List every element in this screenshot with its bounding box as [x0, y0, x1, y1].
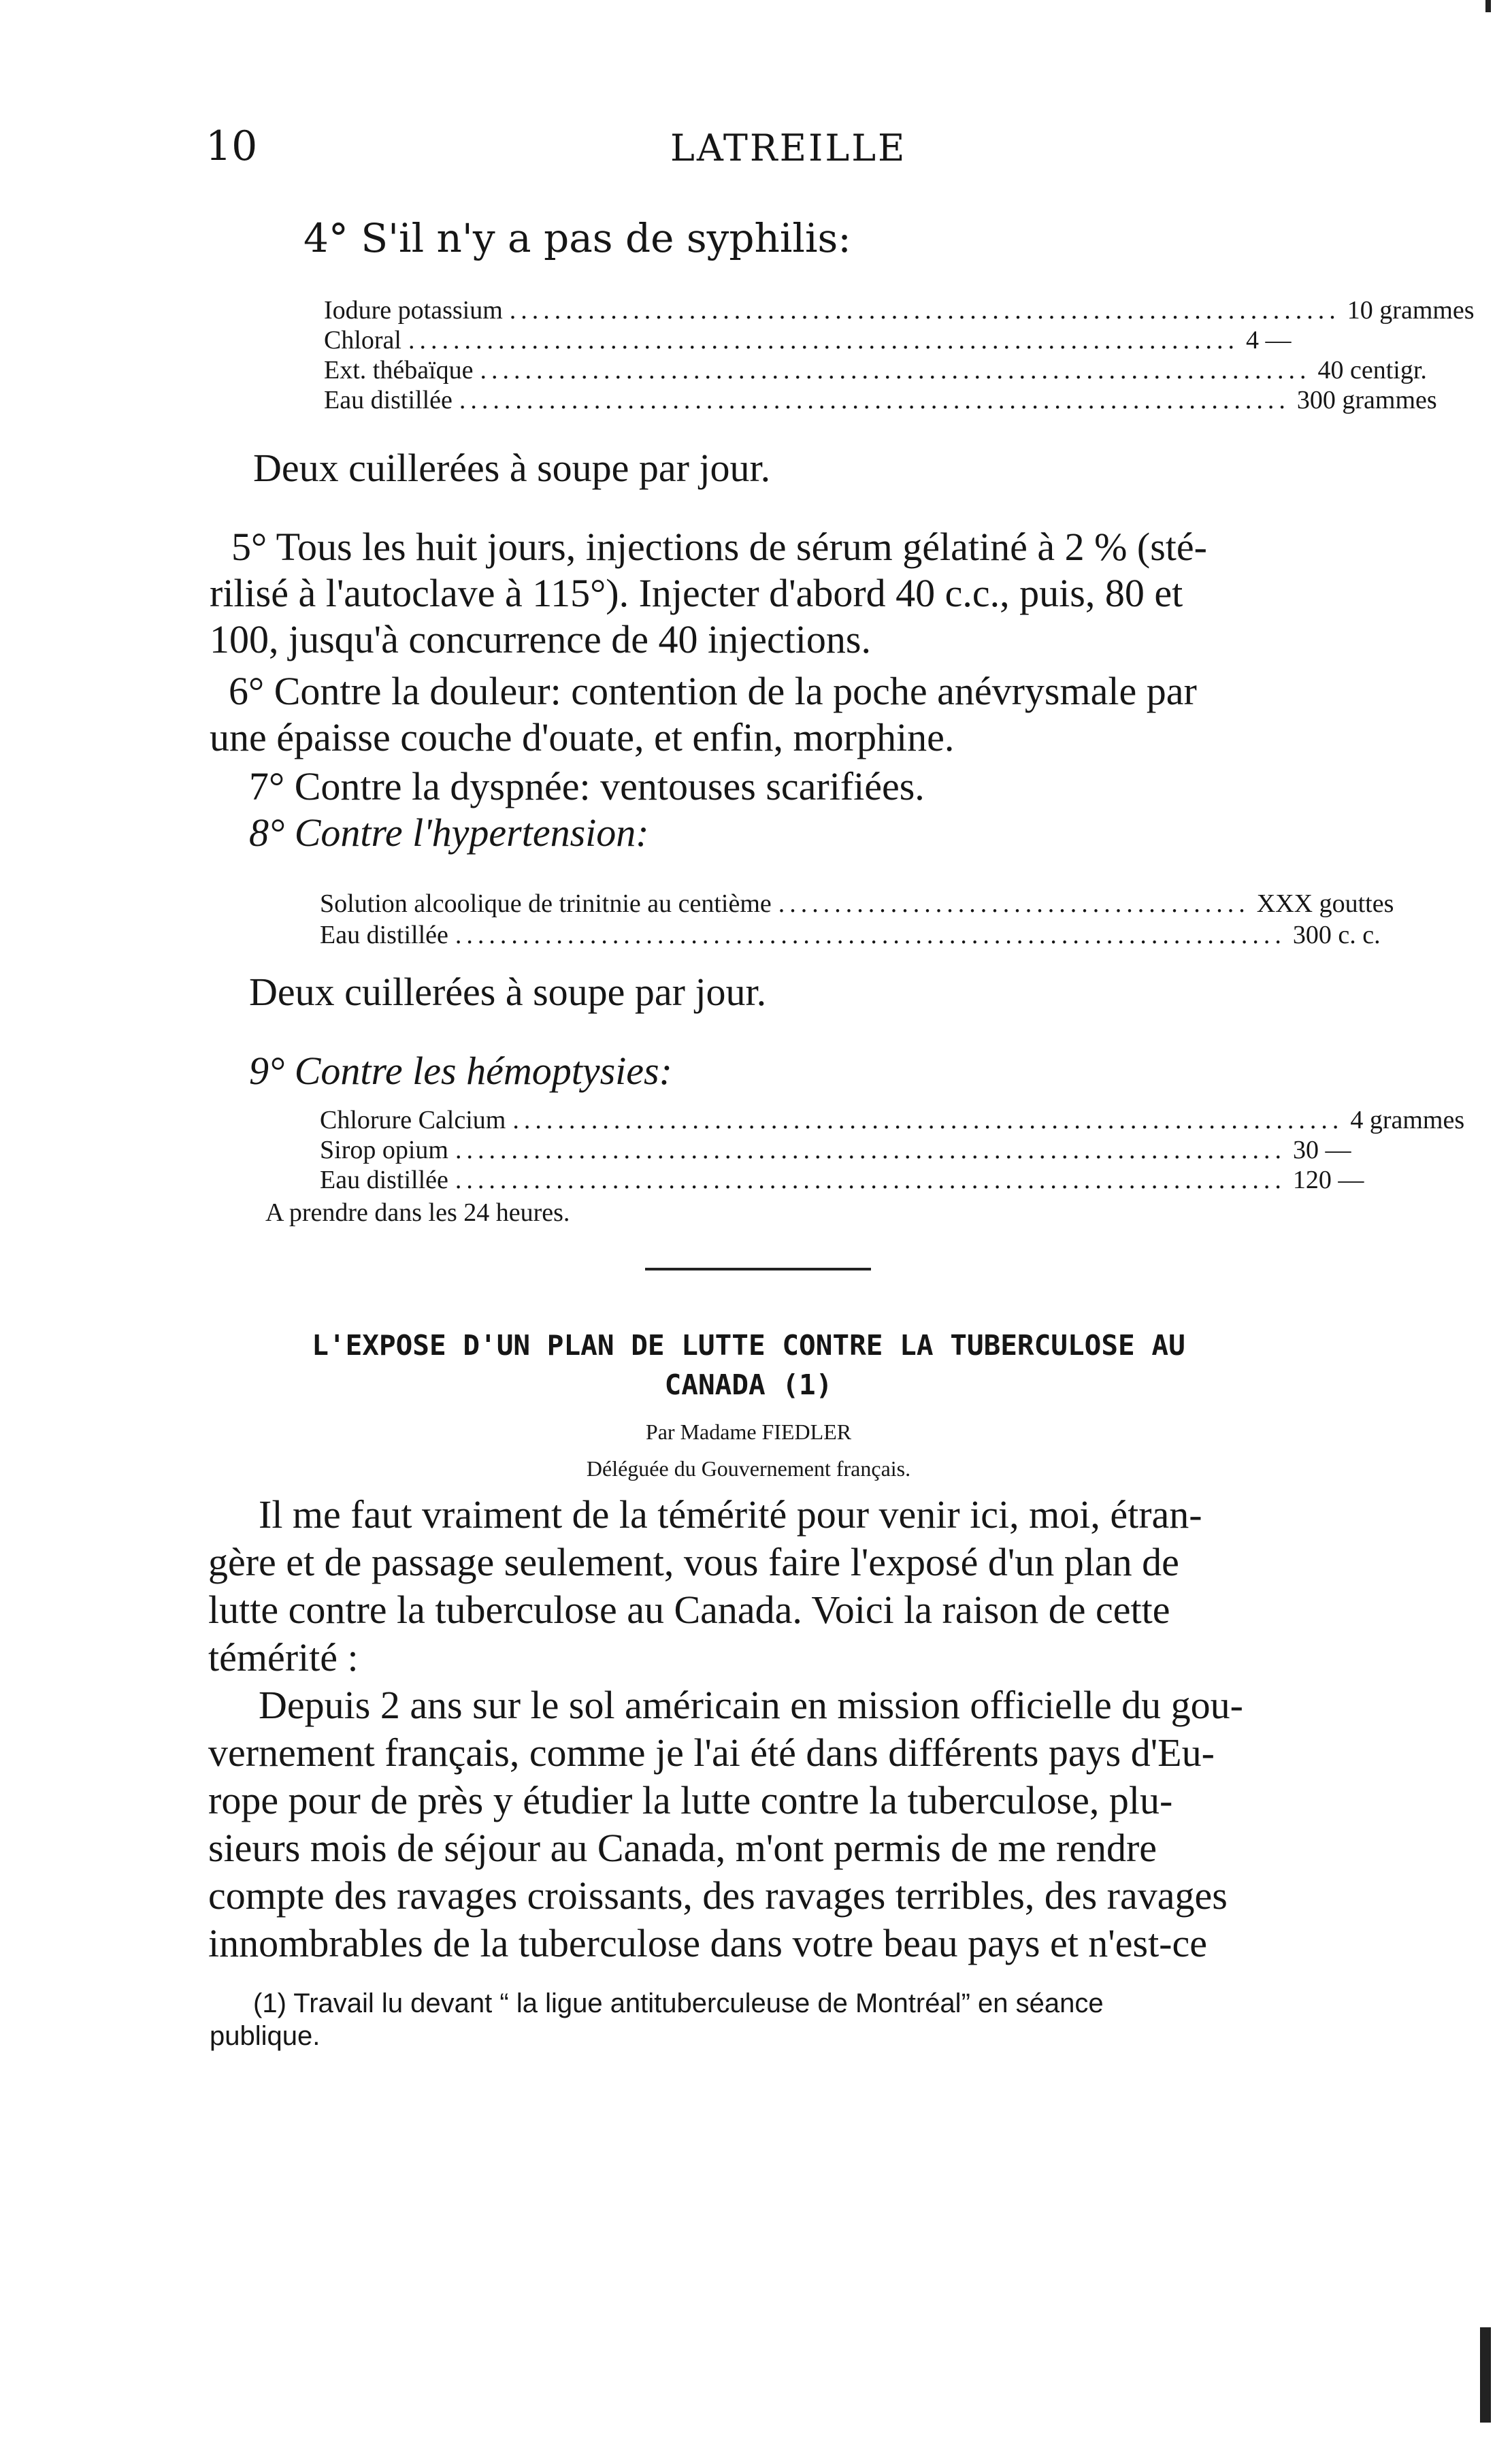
- prescription-row: [320, 920, 1381, 950]
- section9-heading: 9° Contre les hémoptysies:: [249, 1049, 672, 1093]
- ingredient-qty: 30 —: [1292, 1136, 1351, 1164]
- text-line: témérité :: [208, 1635, 359, 1679]
- leader-dots: ..........................................................................: [455, 921, 1286, 949]
- ingredient-name: Eau distillée: [324, 386, 453, 414]
- text-line: 5° Tous les huit jours, injections de sérum gélatiné à 2 % (sté-: [231, 525, 1207, 569]
- ingredient-name: Chlorure Calcium: [320, 1106, 506, 1134]
- ingredient-name: Solution alcoolique de trinitnie au centième: [320, 889, 772, 918]
- leader-dots: ..........................................................................: [509, 296, 1341, 325]
- text-line: rilisé à l'autoclave à 115°). Injecter d'abord 40 c.c., puis, 80 et: [210, 571, 1183, 615]
- ingredient-name: Iodure potassium: [324, 296, 503, 325]
- text-line: une épaisse couche d'ouate, et enfin, morphine.: [210, 715, 955, 759]
- text-line: innombrables de la tuberculose dans votre beau pays et n'est-ce: [208, 1921, 1207, 1965]
- section8-heading: 8° Contre l'hypertension:: [249, 810, 649, 855]
- ingredient-qty: 120 —: [1292, 1166, 1364, 1194]
- section8-dose: Deux cuillerées à soupe par jour.: [249, 970, 767, 1014]
- ingredient-name: Eau distillée: [320, 1166, 448, 1194]
- text-line: 6° Contre la douleur: contention de la poche anévrysmale par: [229, 669, 1197, 713]
- section-divider: [645, 1268, 871, 1270]
- ingredient-qty: 40 centigr.: [1317, 356, 1427, 384]
- section7-line: 7° Contre la dyspnée: ventouses scarifiées.: [249, 764, 925, 808]
- leader-dots: ..........................................................................: [408, 326, 1239, 355]
- prescription-row: [320, 889, 1394, 919]
- leader-dots: ..........................................................................: [480, 356, 1311, 384]
- ingredient-name: Sirop opium: [320, 1136, 448, 1164]
- leader-dots: ..........................................................................: [455, 1136, 1286, 1164]
- text-line: lutte contre la tuberculose au Canada. Voici la raison de cette: [208, 1588, 1170, 1632]
- footnote-line1: (1) Travail lu devant “ la ligue antituberculeuse de Montréal” en séance: [253, 1988, 1104, 2018]
- article-author: Par Madame FIEDLER: [645, 1420, 852, 1444]
- ingredient-name: Ext. thébaïque: [324, 356, 474, 384]
- running-title: LATREILLE: [670, 127, 907, 169]
- text-line: compte des ravages croissants, des ravages terribles, des ravages: [208, 1873, 1228, 1918]
- ingredient-qty: XXX gouttes: [1256, 889, 1394, 918]
- scan-edge-mark: [1480, 2327, 1491, 2423]
- text-line: sieurs mois de séjour au Canada, m'ont permis de me rendre: [208, 1826, 1157, 1870]
- text-line: 100, jusqu'à concurrence de 40 injections.: [210, 617, 871, 661]
- leader-dots: ..........................................................................: [459, 386, 1290, 414]
- ingredient-qty: 300 c. c.: [1292, 921, 1381, 949]
- leader-dots: ..........................................: [778, 889, 1250, 918]
- section9-dose: A prendre dans les 24 heures.: [265, 1198, 570, 1227]
- text-line: vernement français, comme je l'ai été dans différents pays d'Eu-: [208, 1731, 1215, 1775]
- ingredient-name: Chloral: [324, 326, 401, 355]
- ingredient-name: Eau distillée: [320, 921, 448, 949]
- text-line: Il me faut vraiment de la témérité pour venir ici, moi, étran-: [259, 1492, 1202, 1537]
- prescription-row: [320, 1135, 1351, 1165]
- leader-dots: ..........................................................................: [455, 1166, 1286, 1194]
- ingredient-qty: 4 grammes: [1350, 1106, 1465, 1134]
- prescription-row: [320, 1105, 1465, 1135]
- scan-edge-mark: [1485, 0, 1491, 12]
- article-title-line1: L'EXPOSE D'UN PLAN DE LUTTE CONTRE LA TUBERCULOSE AU: [312, 1329, 1185, 1362]
- prescription-row: [324, 325, 1292, 355]
- prescription-row: [320, 1165, 1364, 1195]
- article-title-line2: CANADA (1): [664, 1368, 833, 1401]
- text-line: rope pour de près y étudier la lutte contre la tuberculose, plu-: [208, 1778, 1173, 1822]
- leader-dots: ..........................................................................: [512, 1106, 1344, 1134]
- page-number: 10: [206, 122, 258, 170]
- prescription-row: [324, 385, 1437, 415]
- text-line: Depuis 2 ans sur le sol américain en mission officielle du gou-: [259, 1683, 1243, 1727]
- prescription-row: [324, 295, 1475, 325]
- ingredient-qty: 10 grammes: [1347, 296, 1475, 325]
- section4-dose: Deux cuillerées à soupe par jour.: [253, 446, 771, 490]
- footnote-line2: publique.: [210, 2021, 321, 2051]
- ingredient-qty: 4 —: [1245, 326, 1292, 355]
- ingredient-qty: 300 grammes: [1296, 386, 1437, 414]
- article-affiliation: Déléguée du Gouvernement français.: [586, 1456, 911, 1481]
- section4-heading: 4° S'il n'y a pas de syphilis:: [303, 215, 851, 261]
- text-line: gère et de passage seulement, vous faire l'exposé d'un plan de: [208, 1540, 1179, 1584]
- prescription-row: [324, 355, 1427, 385]
